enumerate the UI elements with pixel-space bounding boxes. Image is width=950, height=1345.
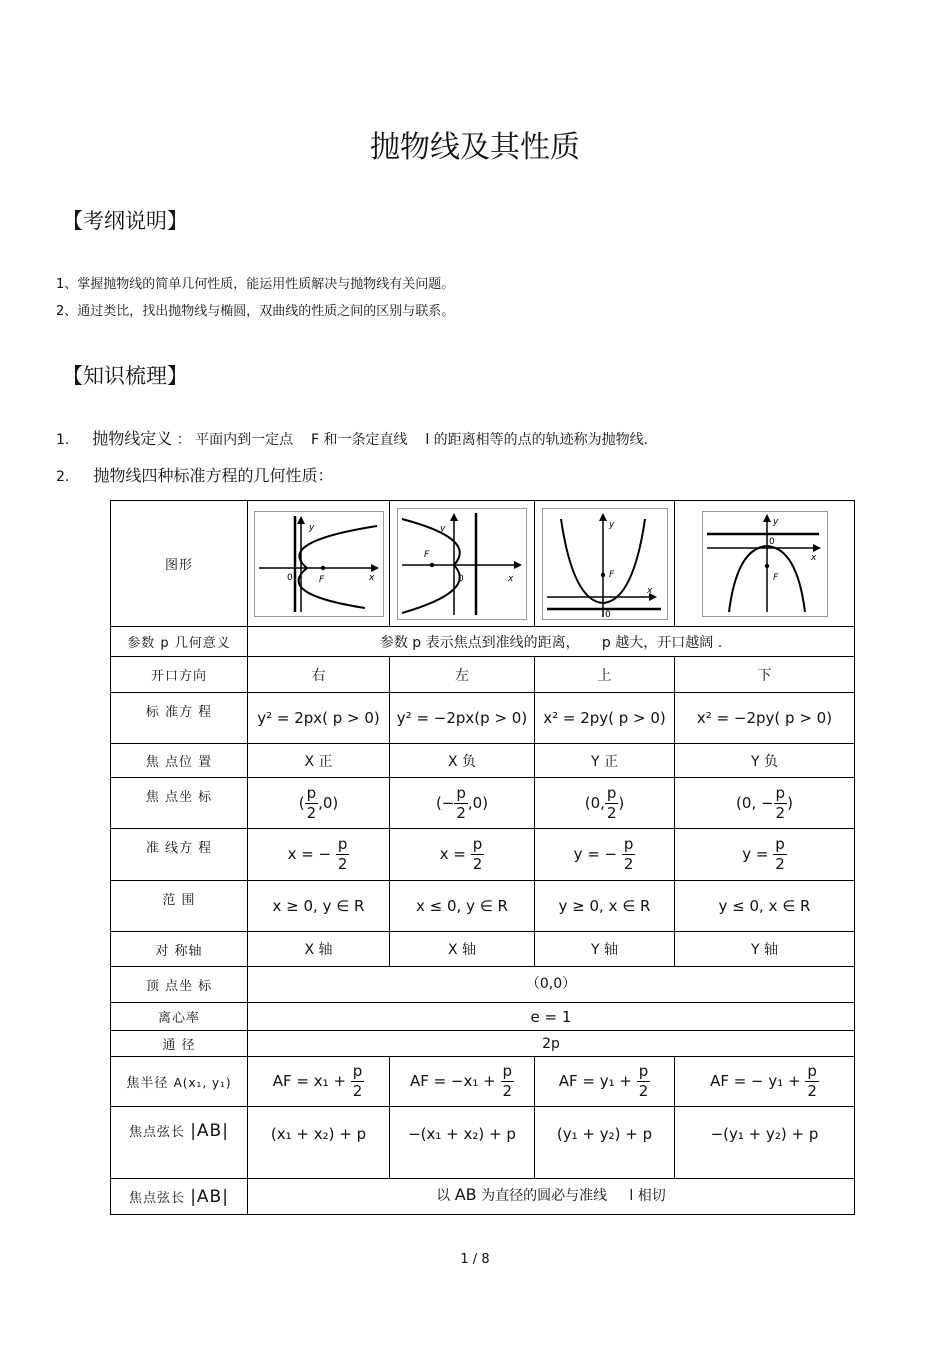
focus-pos-up: Y 正: [535, 744, 675, 778]
focal-radius-point: A(x₁, y₁): [173, 1076, 232, 1090]
directrix-right: x = − $\frac{p}{2}$: [248, 829, 390, 881]
graph-up-focus-label: F: [608, 569, 614, 580]
k1-F: F: [311, 432, 320, 448]
graph-right-origin-label: 0: [286, 572, 293, 583]
row-vertex: [111, 967, 855, 1003]
latus-rectum-value: 2p: [248, 1031, 855, 1057]
chord-down: −(y₁ + y₂) + p: [675, 1107, 855, 1179]
graph-left-y-label: y: [440, 523, 446, 534]
focal-radius-down: AF = − y₁ + $\frac{p}{2}$: [675, 1057, 855, 1107]
open-down: 下: [675, 657, 855, 693]
focus-coord-up: (0, $\frac{p}{2}$ ): [535, 778, 675, 829]
open-right: 右: [248, 657, 390, 693]
axis-up: Y 轴: [535, 932, 675, 967]
label-focal-chord: 焦点弦长 |AB|: [111, 1107, 248, 1179]
range-down: y ≤ 0, x ∈ R: [675, 881, 855, 932]
eq-down: x² = −2py( p > 0): [675, 693, 855, 744]
row-figure: [111, 501, 855, 627]
label-focal-chord-2: 焦点弦长 |AB|: [111, 1179, 248, 1215]
label-latus-rectum: 通 径: [111, 1031, 248, 1057]
k1-l: l: [425, 432, 430, 448]
graph-down-focus-label: F: [772, 572, 778, 583]
label-equation: 标 准方 程: [111, 693, 248, 744]
graph-down-origin-label: 0: [768, 536, 775, 547]
focus-pos-right: X 正: [248, 744, 390, 778]
open-left: 左: [390, 657, 535, 693]
row-param: [111, 627, 855, 657]
k1-text-a: 平面内到一定点: [195, 432, 294, 448]
eccentricity-value: e = 1: [248, 1003, 855, 1031]
directrix-left: x = $\frac{p}{2}$: [390, 829, 535, 881]
graph-left: [390, 501, 535, 627]
label-axis: 对 称轴: [111, 932, 248, 967]
graph-up-y-label: y: [608, 519, 614, 530]
focus-coord-down: (0, − $\frac{p}{2}$ ): [675, 778, 855, 829]
label-vertex: 顶 点坐 标: [111, 967, 248, 1003]
row-directrix: [111, 829, 855, 881]
row-latus-rectum: [111, 1031, 855, 1057]
directrix-down: y = $\frac{p}{2}$: [675, 829, 855, 881]
graph-up-x-label: x: [646, 585, 652, 596]
label-directrix: 准 线方 程: [111, 829, 248, 881]
axis-left: X 轴: [390, 932, 535, 967]
k1-colon: ：: [176, 432, 191, 448]
section-knowledge-heading: 【知识梳理】: [62, 364, 188, 388]
label-figure: 图形: [111, 501, 248, 627]
open-up: 上: [535, 657, 675, 693]
k1-term: 抛物线定义: [92, 429, 173, 448]
graph-left-origin-label: 0: [458, 573, 464, 584]
page-title: 抛物线及其性质: [370, 130, 580, 165]
focus-pos-left: X 负: [390, 744, 535, 778]
param-text-b: p 越大，开口越阔 .: [601, 634, 723, 651]
outline-item-1: 1、掌握抛物线的简单几何性质，能运用性质解决与抛物线有关问题。: [56, 277, 455, 292]
range-up: y ≥ 0, x ∈ R: [535, 881, 675, 932]
vertex-value: （0,0）: [248, 967, 855, 1003]
range-left: x ≤ 0, y ∈ R: [390, 881, 535, 932]
param-meaning: [248, 627, 855, 657]
graph-right-x-label: x: [368, 572, 374, 583]
chord2-ab-label: |AB|: [190, 1186, 229, 1207]
eq-left: y² = −2px(p > 0): [390, 693, 535, 744]
label-focus-position: 焦 点位 置: [111, 744, 248, 778]
graph-right-focus-label: F: [318, 574, 324, 585]
chord-up: (y₁ + y₂) + p: [535, 1107, 675, 1179]
chord-left: −(x₁ + x₂) + p: [390, 1107, 535, 1179]
section-outline-heading: 【考纲说明】: [62, 209, 188, 233]
axis-down: Y 轴: [675, 932, 855, 967]
focus-pos-down: Y 负: [675, 744, 855, 778]
range-right: x ≥ 0, y ∈ R: [248, 881, 390, 932]
label-focal-radius: 焦半径 A(x₁, y₁): [111, 1057, 248, 1107]
graph-up-origin-label: 0: [604, 609, 611, 620]
row-range: [111, 881, 855, 932]
row-symmetry-axis: [111, 932, 855, 967]
eq-right: y² = 2px( p > 0): [248, 693, 390, 744]
param-text-a: 参数 p 表示焦点到准线的距离，: [379, 634, 580, 651]
page-number: 1 / 8: [460, 1252, 490, 1267]
graph-right-y-label: y: [308, 522, 314, 533]
k1-text-c: 的距离相等的点的轨迹称为抛物线.: [433, 432, 649, 448]
row-standard-equation: [111, 693, 855, 744]
k1-text-b: 和一条定直线: [323, 432, 408, 448]
graph-right: [248, 501, 390, 627]
label-eccentricity: 离心率: [111, 1003, 248, 1031]
row-focal-chord-circle: [111, 1179, 855, 1215]
graph-down: [675, 501, 855, 627]
chord-right: (x₁ + x₂) + p: [248, 1107, 390, 1179]
focal-radius-left: AF = −x₁ + $\frac{p}{2}$: [390, 1057, 535, 1107]
focus-coord-right: ( $\frac{p}{2}$ ,0): [248, 778, 390, 829]
focal-radius-up: AF = y₁ + $\frac{p}{2}$: [535, 1057, 675, 1107]
k2-text: 抛物线四种标准方程的几何性质：: [93, 466, 334, 485]
row-eccentricity: [111, 1003, 855, 1031]
row-focal-chord: [111, 1107, 855, 1179]
row-focus-coordinates: [111, 778, 855, 829]
outline-item-2: 2、通过类比，找出抛物线与椭圆，双曲线的性质之间的区别与联系。: [56, 304, 455, 319]
chord-ab: |AB|: [190, 1121, 229, 1141]
graph-up: [535, 501, 675, 627]
parabola-up-graph: [542, 508, 668, 620]
label-range: 范 围: [111, 881, 248, 932]
row-focus-position: [111, 744, 855, 778]
parabola-right-graph: [254, 511, 384, 617]
graph-down-x-label: x: [810, 552, 816, 563]
k2-number: 2.: [56, 469, 70, 485]
graph-left-x-label: x: [508, 573, 514, 584]
parabola-left-graph: [397, 508, 527, 620]
parabola-down-graph: [702, 511, 828, 617]
row-focal-radius: [111, 1057, 855, 1107]
parabola-properties-table: [110, 500, 855, 1215]
label-open: 开口方向: [111, 657, 248, 693]
eq-up: x² = 2py( p > 0): [535, 693, 675, 744]
graph-left-focus-label: F: [424, 549, 430, 560]
k1-number: 1.: [56, 432, 70, 448]
focus-coord-left: (− $\frac{p}{2}$ ,0): [390, 778, 535, 829]
focal-radius-right: AF = x₁ + $\frac{p}{2}$: [248, 1057, 390, 1107]
graph-down-y-label: y: [772, 516, 778, 527]
label-focus-coordinates: 焦 点坐 标: [111, 778, 248, 829]
row-open-direction: [111, 657, 855, 693]
directrix-up: y = − $\frac{p}{2}$: [535, 829, 675, 881]
knowledge-item-2: [56, 463, 334, 486]
label-param: 参数 p 几何意义: [111, 627, 248, 657]
knowledge-item-1: [56, 426, 648, 449]
chord-circle-property: 以 AB 为直径的圆必与准线 l 相切: [248, 1179, 855, 1215]
axis-right: X 轴: [248, 932, 390, 967]
